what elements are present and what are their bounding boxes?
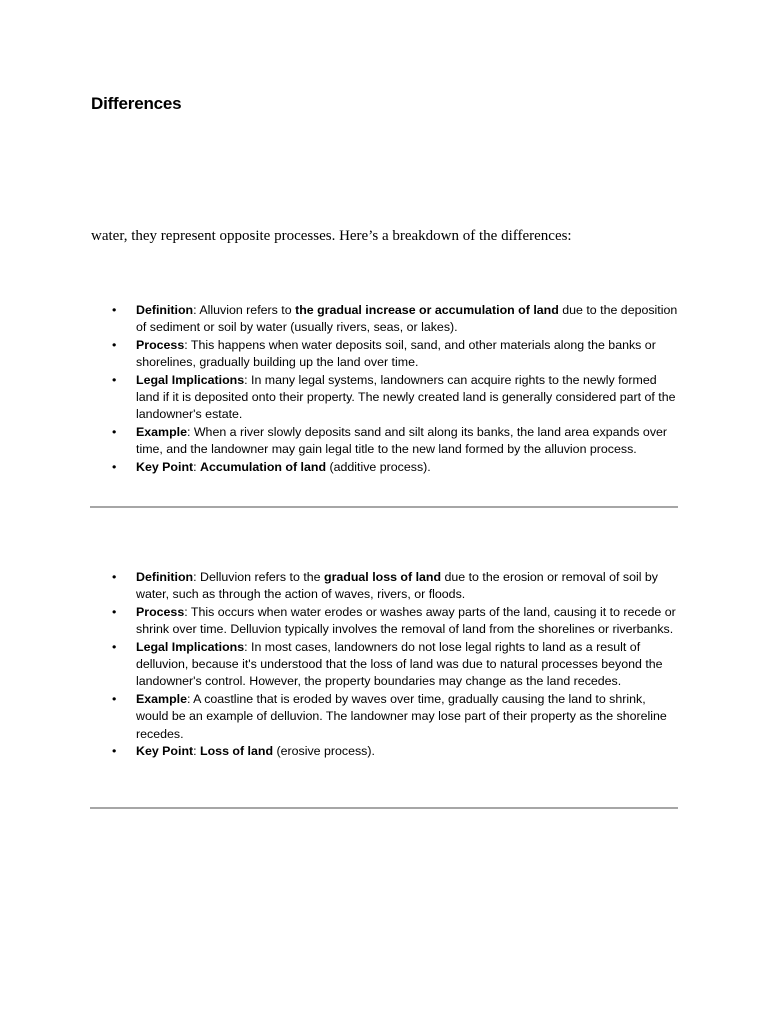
item-text: This happens when water deposits soil, sand, and other materials along the banks or shorelines, gradually building up the land over time. bbox=[136, 337, 656, 370]
list-item bbox=[91, 691, 681, 743]
item-label: Process bbox=[136, 604, 185, 619]
item-label: Legal Implications bbox=[136, 639, 245, 654]
bullet-icon: • bbox=[112, 459, 117, 474]
item-separator: : bbox=[244, 639, 251, 654]
bullet-icon: • bbox=[112, 303, 117, 317]
item-separator: : bbox=[193, 744, 201, 759]
item-text-end: due to the erosion or removal of soil by water, such as through the action of waves, rivers, or floods. bbox=[136, 570, 658, 602]
bullet-icon: • bbox=[112, 639, 117, 654]
item-label: Example bbox=[136, 691, 187, 706]
item-text: A coastline that is eroded by waves over time, gradually causing the land to shrink, would be an example of delluvion. The landowner may lose part of their property as the shoreline recedes. bbox=[136, 691, 667, 741]
item-label: Key Point bbox=[136, 459, 194, 474]
item-label: Definition bbox=[136, 570, 194, 584]
item-separator: : bbox=[186, 691, 194, 706]
item-text-end: (erosive process). bbox=[273, 744, 375, 759]
item-label: Process bbox=[136, 337, 185, 352]
bullet-icon: • bbox=[112, 604, 117, 619]
item-separator: : bbox=[186, 424, 194, 439]
item-text: Delluvion refers to the bbox=[200, 570, 324, 584]
item-emphasis: gradual loss of land bbox=[324, 570, 442, 584]
intro-text: water, they represent opposite processes. Here’s a breakdown of the differences: bbox=[91, 228, 572, 244]
item-separator: : bbox=[193, 303, 200, 317]
bullet-icon: • bbox=[112, 337, 117, 352]
section-divider bbox=[90, 506, 678, 508]
bullet-icon: • bbox=[112, 372, 117, 387]
item-text: When a river slowly deposits sand and silt along its banks, the land area expands over time, and the landowner may gain legal title to the new land formed by the alluvion process. bbox=[136, 424, 668, 457]
item-text: In many legal systems, landowners can acquire rights to the newly formed land if it is deposited onto their property. The newly created land is generally considered part of the landowner's estate. bbox=[136, 372, 676, 422]
item-separator: : bbox=[244, 372, 251, 387]
delluvion-list bbox=[91, 569, 681, 760]
item-label: Example bbox=[136, 424, 187, 439]
item-separator: : bbox=[193, 459, 201, 474]
item-label: Definition bbox=[136, 303, 194, 317]
item-label: Key Point bbox=[136, 744, 194, 759]
list-item bbox=[91, 604, 681, 639]
list-item bbox=[91, 424, 681, 459]
item-text: This occurs when water erodes or washes away parts of the land, causing it to recede or shrink over time. Delluvion typically involves the removal of land from the shorelines or riverbanks. bbox=[136, 604, 676, 637]
list-item bbox=[91, 337, 681, 372]
list-item bbox=[91, 569, 681, 604]
list-item bbox=[91, 372, 681, 424]
list-item bbox=[91, 459, 681, 476]
item-emphasis: Accumulation of land bbox=[200, 459, 327, 474]
item-separator: : bbox=[184, 337, 191, 352]
bullet-icon: • bbox=[112, 691, 117, 706]
list-item bbox=[91, 639, 681, 691]
item-separator: : bbox=[184, 604, 191, 619]
item-text: Alluvion refers to bbox=[199, 303, 296, 317]
item-label: Legal Implications bbox=[136, 372, 245, 387]
item-emphasis: Loss of land bbox=[200, 744, 274, 759]
item-text: In most cases, landowners do not lose legal rights to land as a result of delluvion, because it's understood that the loss of land was due to natural processes beyond the landowner's control. However, the property boundaries may change as the land recedes. bbox=[136, 639, 663, 689]
item-separator: : bbox=[193, 570, 201, 584]
bullet-icon: • bbox=[112, 424, 117, 439]
bullet-icon: • bbox=[112, 570, 117, 584]
alluvion-list bbox=[91, 302, 681, 476]
bullet-icon: • bbox=[112, 744, 117, 759]
item-text-end: (additive process). bbox=[326, 459, 431, 474]
page-heading: Differences bbox=[91, 94, 182, 113]
section-divider bbox=[90, 807, 678, 809]
list-item bbox=[91, 302, 681, 337]
item-emphasis: the gradual increase or accumulation of land bbox=[295, 303, 559, 317]
list-item bbox=[91, 743, 681, 760]
item-text-end: due to the deposition of sediment or soil by water (usually rivers, seas, or lakes). bbox=[136, 303, 678, 335]
